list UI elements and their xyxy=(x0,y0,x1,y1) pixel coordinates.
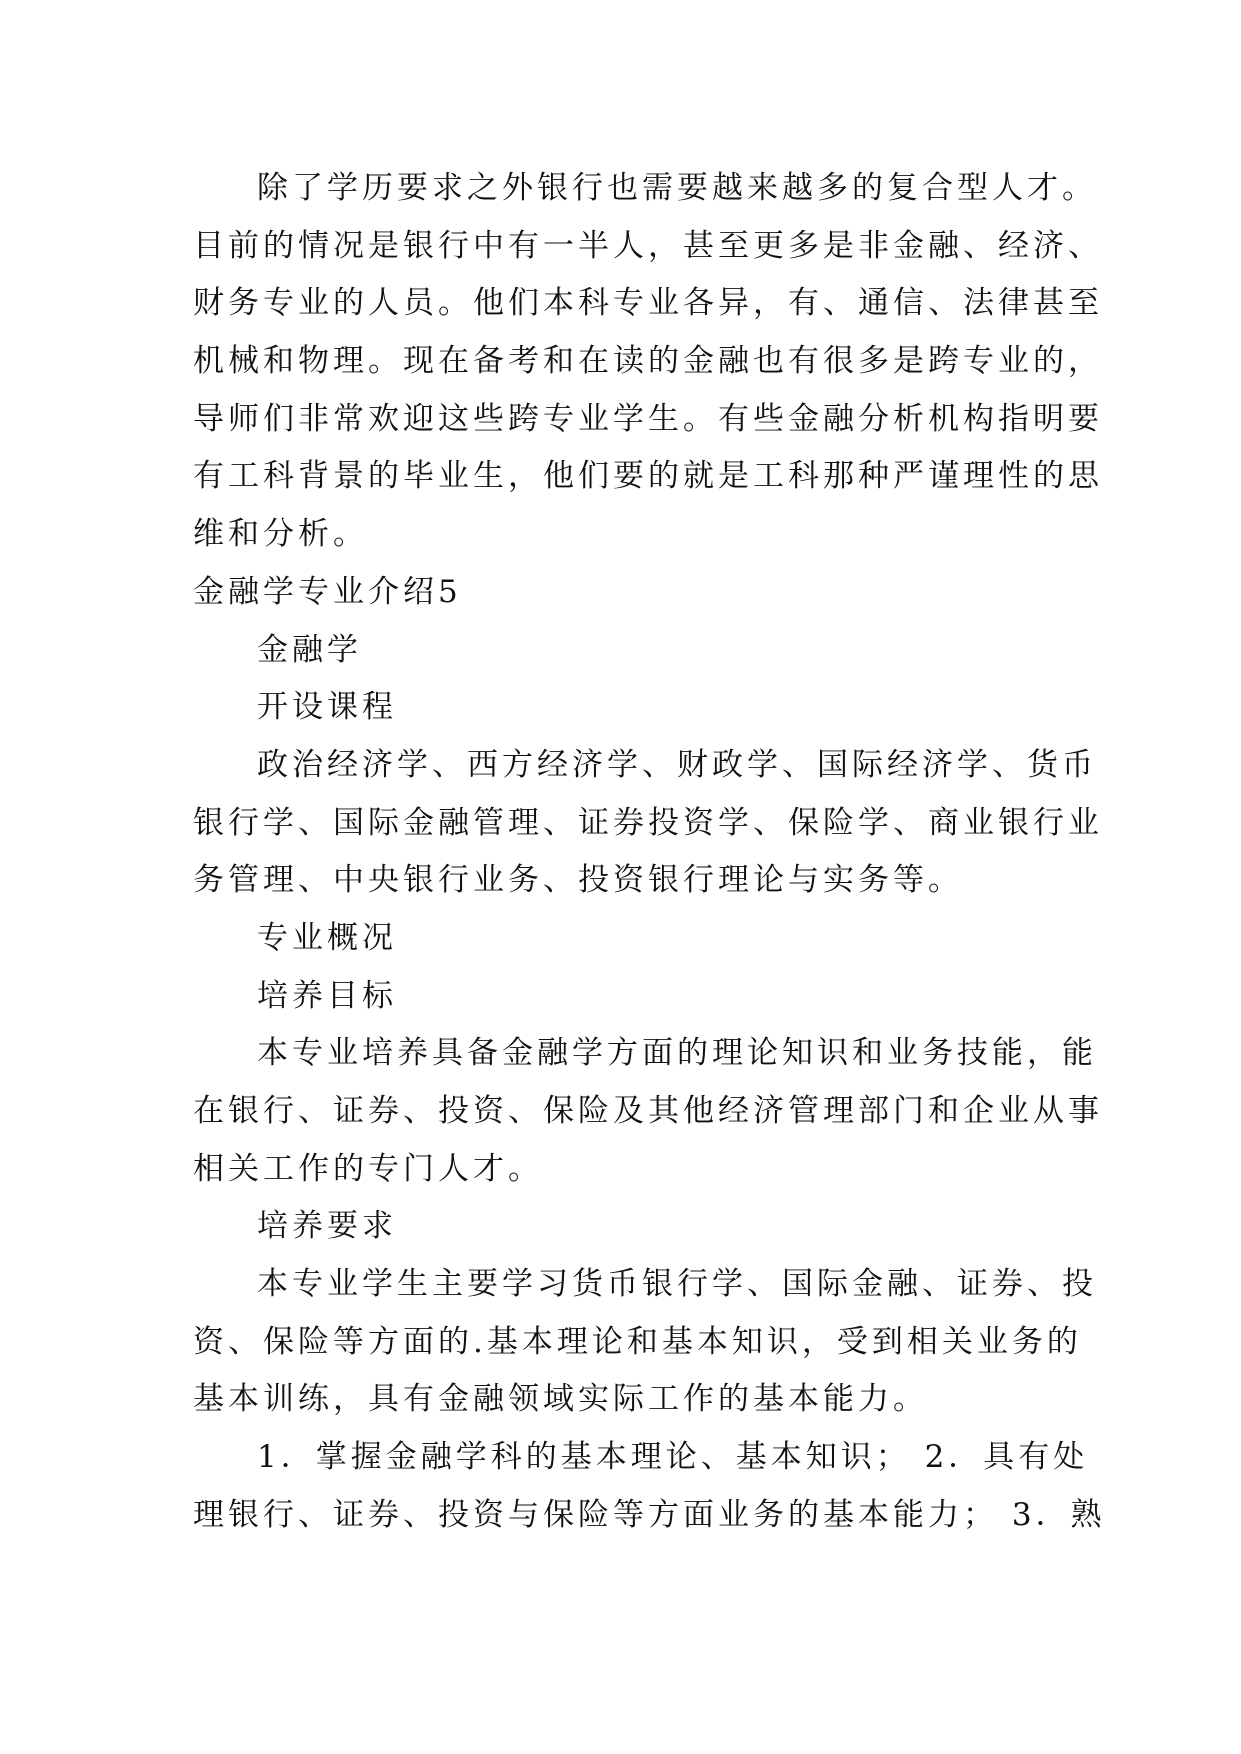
subject-heading: 金融学 xyxy=(257,631,362,668)
text-line: 除了学历要求之外银行也需要越来越多的复合型人才。 xyxy=(257,170,1097,206)
text-line: 目前的情况是银行中有一半人，甚至更多是非金融、经济、 xyxy=(193,227,1103,264)
text-line: 本专业培养具备金融学方面的理论知识和业务技能，能 xyxy=(257,1035,1097,1072)
text-line: 基本训练，具有金融领域实际工作的基本能力。 xyxy=(193,1381,928,1418)
goal-paragraph xyxy=(193,1025,1103,1198)
section-title: 金融学专业介绍5 xyxy=(193,573,462,610)
text-line: 有工科背景的毕业生，他们要的就是工科那种严谨理性的思 xyxy=(193,458,1103,495)
text-line: 在银行、证券、投资、保险及其他经济管理部门和企业从事 xyxy=(193,1093,1103,1129)
text-line: 理银行、证券、投资与保险等方面业务的基本能力； 3．熟 xyxy=(193,1496,1106,1533)
text-line: 导师们非常欢迎这些跨专业学生。有些金融分析机构指明要 xyxy=(193,400,1103,437)
text-line: 政治经济学、西方经济学、财政学、国际经济学、货币 xyxy=(257,746,1097,783)
document-body xyxy=(193,160,1106,1545)
requirements-paragraph xyxy=(193,1256,1097,1429)
courses-paragraph xyxy=(193,737,1103,910)
text-line: 相关工作的专门人才。 xyxy=(193,1150,543,1187)
text-line: 务管理、中央银行业务、投资银行理论与实务等。 xyxy=(193,862,963,899)
text-line: 1．掌握金融学科的基本理论、基本知识； 2．具有处 xyxy=(257,1439,1089,1476)
intro-paragraph xyxy=(193,160,1103,564)
courses-heading: 开设课程 xyxy=(257,689,397,726)
text-line: 资、保险等方面的.基本理论和基本知识，受到相关业务的 xyxy=(193,1323,1082,1360)
text-line: 维和分析。 xyxy=(193,516,368,553)
goal-heading: 培养目标 xyxy=(257,977,397,1014)
text-line: 银行学、国际金融管理、证券投资学、保险学、商业银行业 xyxy=(193,804,1103,841)
text-line: 机械和物理。现在备考和在读的金融也有很多是跨专业的， xyxy=(193,343,1103,380)
requirements-heading: 培养要求 xyxy=(257,1208,397,1245)
numbered-list-paragraph xyxy=(193,1429,1106,1544)
text-line: 财务专业的人员。他们本科专业各异，有、通信、法律甚至 xyxy=(193,285,1103,322)
overview-heading: 专业概况 xyxy=(257,919,397,956)
text-line: 本专业学生主要学习货币银行学、国际金融、证券、投 xyxy=(257,1266,1097,1303)
